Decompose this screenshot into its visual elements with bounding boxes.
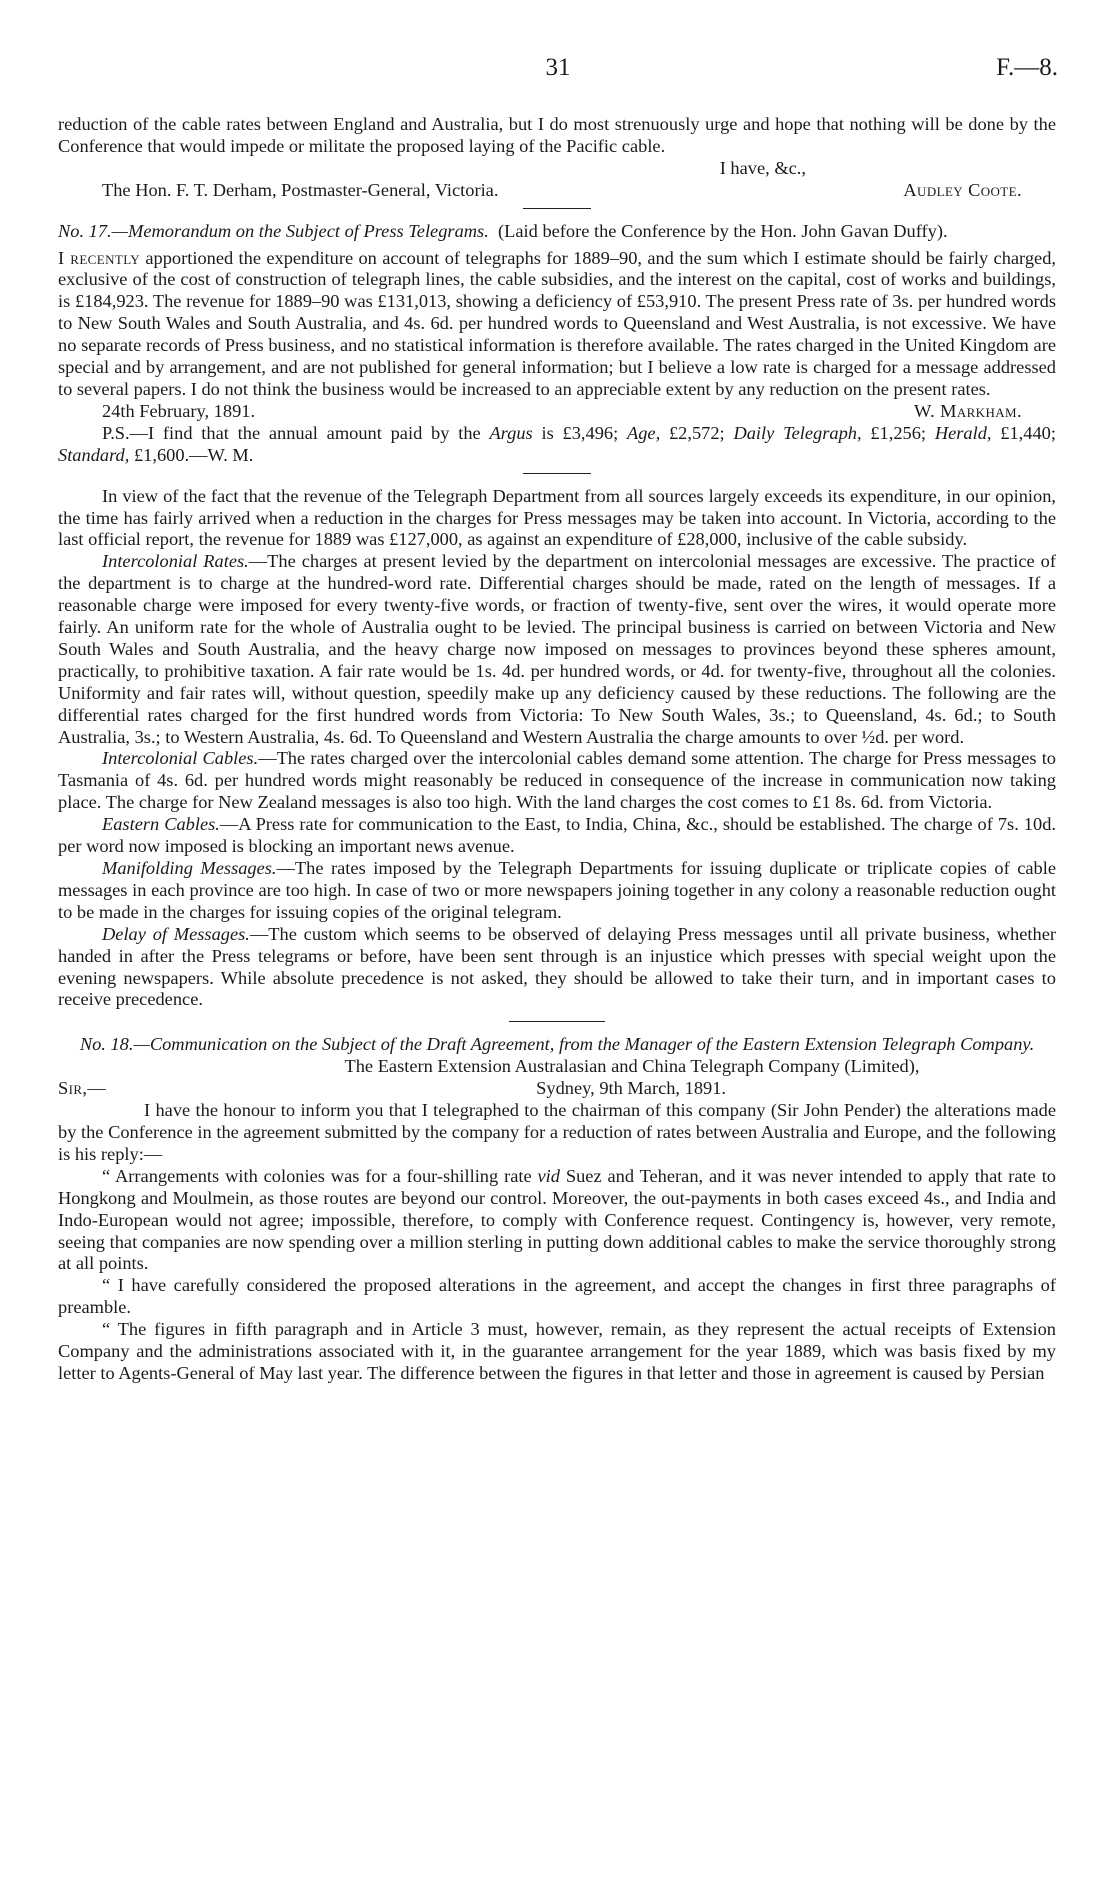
closing-line: I have, &c., (719, 157, 806, 178)
signature-coote: Audley Coote. (903, 179, 1022, 200)
no17-title: —Memorandum on the Subject of Press Telegrams. (111, 220, 489, 241)
salutation: Sir,— (58, 1078, 107, 1099)
no18-salutation-row (58, 1078, 1056, 1100)
no17-note: (Laid before the Conference by the Hon. John Gavan Duffy). (498, 220, 948, 241)
no17-sign-row (58, 401, 1056, 423)
page-header (58, 54, 1058, 84)
no18-quote-2: “ I have carefully considered the proposed alterations in the agreement, and accept the changes in first three paragraphs of preamble. (58, 1275, 1056, 1318)
no17-date: 24th February, 1891. (102, 400, 256, 421)
no18-quote-3: “ The figures in fifth paragraph and in Article 3 must, however, remain, as they represent the actual receipts of Extension Company and the administrations associated with it, in the guarantee arrangement for the year 1889, which was basis fixed by my letter to Agents-General of May last year. The difference between the figures in that letter and those in agreement is caused by Persian (58, 1319, 1056, 1383)
no17-number: No. 17. (58, 220, 112, 241)
addressee-row (58, 180, 1056, 202)
addressee: The Hon. F. T. Derham, Postmaster-General, Victoria. (102, 179, 499, 200)
page-number: 31 (545, 54, 571, 81)
signature-markham: W. Markham. (914, 400, 1022, 421)
no18-title: —Communication on the Subject of the Draft Agreement, from the Manager of the Eastern Extension Telegraph Company. (133, 1034, 1035, 1055)
section-heading: Eastern Cables. (102, 814, 220, 835)
press-intercolonial-cables: Intercolonial Cables.—The rates charged over the intercolonial cables demand some attention. The charge for Press messages to Tasmania of 4s. 6d. per hundred words might reasonably be reduced in consequence of the increase in communication now taking place. The charge for New Zealand messages is also too high. With the land charges the cost comes to £1 8s. 6d. from Victoria. (58, 748, 1057, 813)
no18-heading (58, 1034, 1056, 1056)
press-intercolonial-rates: Intercolonial Rates.—The charges at present levied by the department on intercolonial messages are excessive. The practice of the department is to charge at the hundred-word rate. Differential charges should be made, rated on the length of messages. If a reasonable charge were imposed for every twenty-five words, or fraction of twenty-five, sent over the wires, it would operate more fairly. An uniform rate for the whole of Australia ought to be levied. The principal business is carried on between Victoria and New South Wales and South Australia, and the heavy charge now imposed on messages to provinces beyond these spheres amount, practically, to prohibitive taxation. A fair rate would be 1s. 4d. per hundred words, or 4d. for twenty-five, throughout all the colonies. Uniformity and fair rates will, without question, speedily make up any deficiency caused by these reductions. The following are the differential rates charged for the first hundred words from Victoria: To New South Wales, 3s.; to Queensland, 4s. 6d.; to South Australia, 3s.; to Western Australia, 4s. 6d. To Queensland and Western Australia the charge amounts to over ½d. per word. (58, 551, 1056, 747)
section-divider (523, 208, 591, 209)
press-manifolding: Manifolding Messages.—The rates imposed by the Telegraph Departments for issuing duplicate or triplicate copies of cable messages in each province are too high. In case of two or more newspapers joining together in any colony a reasonable reduction ought to be made in the charges for issuing copies of the original telegram. (58, 858, 1056, 922)
press-eastern-cables: Eastern Cables.—A Press rate for communication to the East, to India, China, &c., should be established. The charge of 7s. 10d. per word now imposed is blocking an important news avenue. (58, 814, 1056, 857)
press-intro: In view of the fact that the revenue of the Telegraph Department from all sources largely exceeds its expenditure, in our opinion, the time has fairly arrived when a reduction in the charges for Press messages may be taken into account. In Victoria, according to the last official report, the revenue for 1889 was £127,000, as against an expenditure of £28,000, inclusive of the cable subsidy. (58, 485, 1056, 550)
paper-reference: F.—8. (996, 54, 1058, 81)
no17-text: apportioned the expenditure on account of telegraphs for 1889–90, and the sum which I estimate should be fairly charged, exclusive of the cost of construction of telegraph lines, the cable subsidies, and the interest on the capital, cost of works and buildings, is £184,923. The revenue for 1889–90 was £131,013, showing a deficiency of £53,910. The present Press rate of 3s. per hundred words to New South Wales and South Australia, and 4s. 6d. per hundred words to Queensland and West Australia, is not excessive. We have no separate records of Press business, and no statistical information is therefore available. The rates charged in the United Kingdom are special and by arrangement, and are not published for general information; but I believe a low rate is charged for a message addressed to several papers. I do not think the business would be increased to an appreciable extent by any reduction on the present rates. (58, 247, 1056, 399)
place-date: Sydney, 9th March, 1891. (536, 1078, 726, 1099)
no18-paragraph-1: I have the honour to inform you that I telegraphed to the chairman of this company (Sir John Pender) the alterations made by the Conference in the agreement submitted by the company for a reduction of rates between Australia and Europe, and the following is his reply:— (58, 1100, 1056, 1164)
section-divider (509, 1021, 605, 1022)
no17-postscript: P.S.—I find that the annual amount paid by the Argus is £3,496; Age, £2,572; Daily Telegraph, £1,256; Herald, £1,440; Standard, £1,600.—W. M. (58, 422, 1056, 465)
section-heading: Delay of Messages. (102, 923, 250, 944)
section-heading: Manifolding Messages. (102, 858, 277, 878)
page-body (58, 114, 1056, 1385)
no18-number: No. 18. (79, 1034, 134, 1055)
section-divider (523, 473, 591, 474)
closing-row (58, 158, 1056, 180)
section-heading: Intercolonial Rates. (102, 551, 249, 572)
no18-company: The Eastern Extension Australasian and China Telegraph Company (Limited), (344, 1056, 920, 1077)
no17-body (58, 248, 1056, 401)
opening-paragraph: reduction of the cable rates between England and Australia, but I do most strenuously urge and hope that nothing will be done by the Conference that would impede or militate the proposed laying of the Pacific cable. (58, 114, 1056, 156)
no17-lead: I recently (58, 247, 141, 268)
no17-heading (58, 221, 1056, 243)
section-heading: Intercolonial Cables. (102, 748, 259, 769)
no18-quote-1: “ Arrangements with colonies was for a four-shilling rate vid Suez and Teheran, and it was never intended to apply that rate to Hongkong and Moulmein, as those routes are beyond our control. Moreover, the out-payments in both cases exceed 4s., and India and Indo-European would not agree; impossible, therefore, to comply with Conference request. Contingency is, however, very remote, seeing that companies are now spending over a million sterling in putting down additional cables to make the service thoroughly strong at all points. (58, 1165, 1056, 1274)
press-delay: Delay of Messages.—The custom which seems to be observed of delaying Press messages until all private business, whether handed in after the Press telegrams or before, have been sent through is an injustice which presses with special weight upon the evening newspapers. While absolute precedence is not asked, they should be allowed to take their turn, and in important cases to receive precedence. (58, 923, 1057, 1010)
